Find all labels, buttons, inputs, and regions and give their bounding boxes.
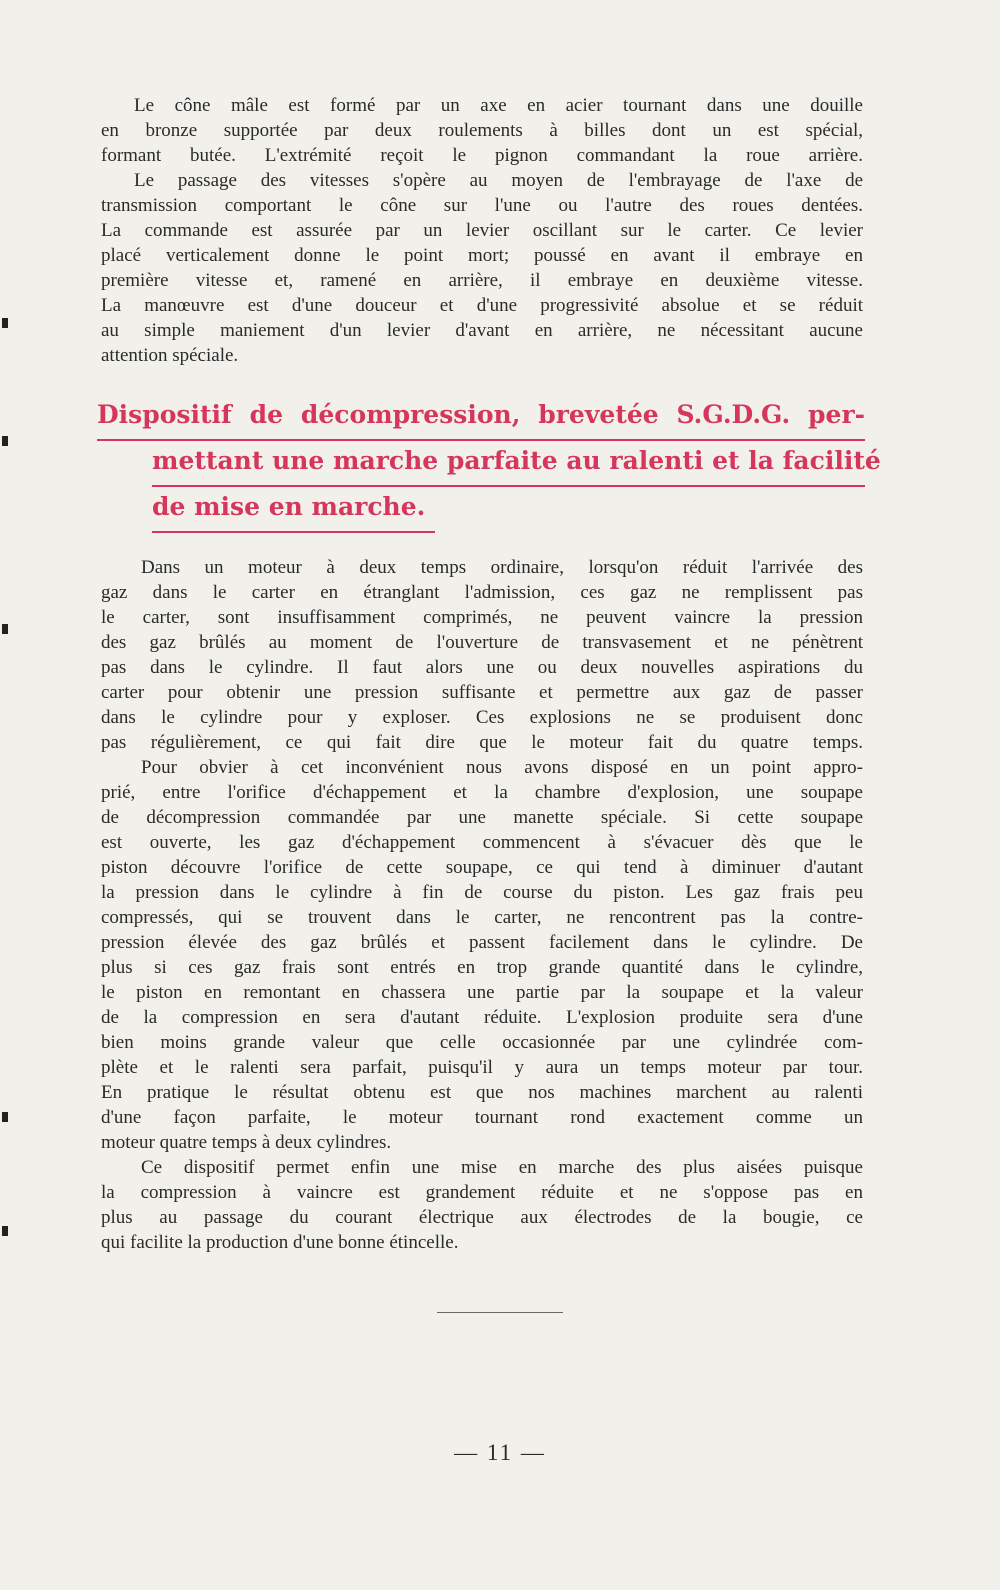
binding-hole-mark <box>2 318 8 328</box>
binding-hole-mark <box>2 1226 8 1236</box>
text-line: la compression à vaincre est grandement réduite et ne s'oppose pas en <box>101 1182 863 1203</box>
text-line: Dans un moteur à deux temps ordinaire, lorsqu'on réduit l'arrivée des <box>141 557 863 578</box>
text-line: La commande est assurée par un levier oscillant sur le carter. Ce levier <box>101 220 863 241</box>
text-line: Pour obvier à cet inconvénient nous avons disposé en un point appro- <box>141 757 863 778</box>
text-line: prié, entre l'orifice d'échappement et la chambre d'explosion, une soupape <box>101 782 863 803</box>
text-line: le piston en remontant en chassera une partie par la soupape et la valeur <box>101 982 863 1003</box>
text-line: pas dans le cylindre. Il faut alors une ou deux nouvelles aspirations du <box>101 657 863 678</box>
text-line: bien moins grande valeur que celle occasionnée par une cylindrée com- <box>101 1032 863 1053</box>
text-line: piston découvre l'orifice de cette soupape, ce qui tend à diminuer d'autant <box>101 857 863 878</box>
text-line: placé verticalement donne le point mort; poussé en avant il embraye en <box>101 245 863 266</box>
text-line: gaz dans le carter en étranglant l'admission, ces gaz ne remplissent pas <box>101 582 863 603</box>
heading-line: Dispositif de décompression, brevetée S.G.D.G. per- <box>97 395 865 441</box>
text-line: moteur quatre temps à deux cylindres. <box>101 1132 392 1153</box>
text-line: la pression dans le cylindre à fin de course du piston. Les gaz frais peu <box>101 882 863 903</box>
text-line: qui facilite la production d'une bonne étincelle. <box>101 1232 459 1253</box>
heading-line: de mise en marche. <box>152 487 435 533</box>
body-paragraph <box>101 555 863 1255</box>
text-line: au simple maniement d'un levier d'avant en arrière, ne nécessitant aucune <box>101 320 863 341</box>
text-line: est ouverte, les gaz d'échappement commencent à s'évacuer dès que le <box>101 832 863 853</box>
section-heading <box>97 395 881 533</box>
text-line: transmission comportant le cône sur l'une ou l'autre des roues dentées. <box>101 195 863 216</box>
text-line: de la compression en sera d'autant réduite. L'explosion produite sera d'une <box>101 1007 863 1028</box>
text-line: première vitesse et, ramené en arrière, il embraye en deuxième vitesse. <box>101 270 863 291</box>
text-line: attention spéciale. <box>101 345 239 366</box>
text-line: La manœuvre est d'une douceur et d'une progressivité absolue et se réduit <box>101 295 863 316</box>
text-line: En pratique le résultat obtenu est que nos machines marchent au ralenti <box>101 1082 863 1103</box>
text-line: le carter, sont insuffisamment comprimés, ne peuvent vaincre la pression <box>101 607 863 628</box>
text-line: Le cône mâle est formé par un axe en acier tournant dans une douille <box>134 95 863 116</box>
text-line: d'une façon parfaite, le moteur tournant rond exactement comme un <box>101 1107 863 1128</box>
binding-hole-mark <box>2 436 8 446</box>
text-line: carter pour obtenir une pression suffisante et permettre aux gaz de passer <box>101 682 863 703</box>
heading-line: mettant une marche parfaite au ralenti et la facilité <box>152 441 865 487</box>
text-line: plète et le ralenti sera parfait, puisqu'il y aura un temps moteur par tour. <box>101 1057 863 1078</box>
page-number: — 11 — <box>454 1440 546 1465</box>
text-line: plus si ces gaz frais sont entrés en trop grande quantité dans le cylindre, <box>101 957 863 978</box>
text-line: en bronze supportée par deux roulements à billes dont un est spécial, <box>101 120 863 141</box>
text-line: pression élevée des gaz brûlés et passent facilement dans le cylindre. De <box>101 932 863 953</box>
text-line: dans le cylindre pour y exploser. Ces explosions ne se produisent donc <box>101 707 863 728</box>
binding-hole-mark <box>2 1112 8 1122</box>
text-line: Ce dispositif permet enfin une mise en marche des plus aisées puisque <box>141 1157 863 1178</box>
text-line: Le passage des vitesses s'opère au moyen de l'embrayage de l'axe de <box>134 170 863 191</box>
text-line: des gaz brûlés au moment de l'ouverture de transvasement et ne pénètrent <box>101 632 863 653</box>
intro-paragraph <box>101 93 863 368</box>
text-line: plus au passage du courant électrique aux électrodes de la bougie, ce <box>101 1207 863 1228</box>
text-line: pas régulièrement, ce qui fait dire que le moteur fait du quatre temps. <box>101 732 863 753</box>
binding-hole-mark <box>2 624 8 634</box>
text-line: compressés, qui se trouvent dans le carter, ne rencontrent pas la contre- <box>101 907 863 928</box>
text-line: formant butée. L'extrémité reçoit le pignon commandant la roue arrière. <box>101 145 863 166</box>
section-divider <box>437 1312 563 1313</box>
text-line: de décompression commandée par une manette spéciale. Si cette soupape <box>101 807 863 828</box>
